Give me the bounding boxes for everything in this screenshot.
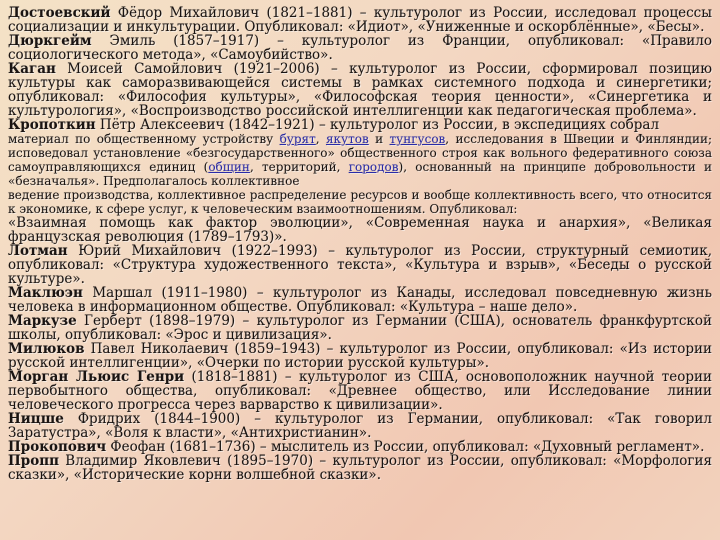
entry-milyukov [8, 342, 712, 370]
entry-name: Милюков [8, 341, 85, 357]
entry-propp [8, 454, 712, 482]
entry-name: Лотман [8, 243, 68, 259]
link-yakuts[interactable]: якутов [325, 132, 369, 146]
entry-lotman [8, 244, 712, 286]
entry-text: , территорий, [249, 160, 349, 174]
entry-name: Морган Льюис Генри [8, 369, 185, 385]
entry-kagan [8, 62, 712, 118]
link-buryats[interactable]: бурят [279, 132, 316, 146]
entry-text: материал по общественному устройству [8, 132, 280, 146]
entry-text: Фридрих (1844–1900) – культуролог из Германии, опубликовал: «Так говорил Заратустра», «Воля к власти», «Антихристианин». [8, 411, 712, 441]
entry-prokopovich [8, 440, 712, 454]
entry-text: Владимир Яковлевич (1895–1970) – культуролог из России, опубликовал: «Морфология сказки», «Исторические корни волшебной сказки». [8, 453, 712, 483]
entry-text: и [368, 132, 390, 146]
entry-text: Эмиль (1857–1917) – культуролог из Франции, опубликовал: «Правило социологического метода», «Самоубийство». [8, 33, 712, 63]
entry-durkheim [8, 34, 712, 62]
entry-text: ведение производства, коллективное распределение ресурсов и вообще коллективность всего, что относится к экономике, к сфере услуг, к человеческим взаимоотношениям. Опубликовал: [8, 188, 712, 216]
entry-text: (1818–1881) – культуролог из США, основоположник научной теории первобытного общества, опубликовал: «Древнее общество, или Исследование линии человеческого прогресса через варварство к цивилизации». [8, 369, 713, 413]
entry-text: , [315, 132, 326, 146]
entry-nietzsche [8, 412, 712, 440]
entry-text: Моисей Самойлович (1921–2006) – культуролог из России, сформировал позицию культуры как саморазвивающейся системы в рамках системного подхода и синергетики; опубликовал: «Философия культуры», «Философская теория ценности», «Синергетика и культурология», «Воспроизводство российской интеллигенции как педагогическая проблема». [8, 61, 712, 119]
entry-name: Прокопович [8, 439, 107, 455]
entry-name: Достоевский [8, 5, 111, 21]
entry-text: Феофан (1681–1736) – мыслитель из России, опубликовал: «Духовный регламент». [106, 439, 705, 455]
entry-text: Пётр Алексеевич (1842–1921) – культуролог из России, в экспедициях собрал [95, 117, 660, 133]
link-cities[interactable]: городов [348, 160, 399, 174]
entry-name: Кропоткин [8, 117, 96, 133]
entry-kropotkin-works [8, 216, 712, 244]
entry-name: Дюркгейм [8, 33, 92, 49]
entry-text: Маршал (1911–1980) – культуролог из Канады, исследовал повседневную жизнь человека в информационном обществе. Опубликовал: «Культура – наше дело». [8, 285, 712, 315]
entry-text: «Взаимная помощь как фактор эволюции», «Современная наука и анархия», «Великая французская революция (1789–1793)». [8, 215, 712, 245]
entry-text: Фёдор Михайлович (1821–1881) – культуролог из России, исследовал процессы социализации и инкультурации. Опубликовал: «Идиот», «Униженные и оскорблённые», «Бесы». [8, 5, 712, 35]
entry-morgan [8, 370, 712, 412]
entry-name: Маклюэн [8, 285, 83, 301]
entry-name: Пропп [8, 453, 59, 469]
entry-text: Герберт (1898–1979) – культуролог из Германии (США), основатель франкфуртской школы, опубликовал: «Эрос и цивилизация». [8, 313, 712, 343]
entry-name: Ницше [8, 411, 64, 427]
entry-mcluhan [8, 286, 712, 314]
link-communities[interactable]: общин [208, 160, 250, 174]
entry-marcuse [8, 314, 712, 342]
entry-dostoevsky [8, 6, 712, 34]
entry-text: , исследования в Швеции и Финляндии; исповедовал установление «безгосударственного» общественного строя как вольного федеративного союза самоуправляющихся единиц ( [8, 132, 712, 174]
entry-kropotkin [8, 118, 712, 132]
link-tungus[interactable]: тунгусов [389, 132, 446, 146]
entry-name: Каган [8, 61, 56, 77]
entry-kropotkin-cont2 [8, 188, 712, 216]
entry-name: Маркузе [8, 313, 77, 329]
entry-text: ), основанный на принципе добровольности и «безначалья». Предполагалось коллективное [8, 160, 712, 188]
entry-text: Юрий Михайлович (1922–1993) – культуролог из России, структурный семиотик, опубликовал: «Структура художественного текста», «Культура и взрыв», «Беседы о русской культуре». [8, 243, 712, 287]
entry-kropotkin-cont [8, 132, 712, 188]
entry-text: Павел Николаевич (1859–1943) – культуролог из России, опубликовал: «Из истории русской интеллигенции», «Очерки по истории русской культуры». [8, 341, 712, 371]
